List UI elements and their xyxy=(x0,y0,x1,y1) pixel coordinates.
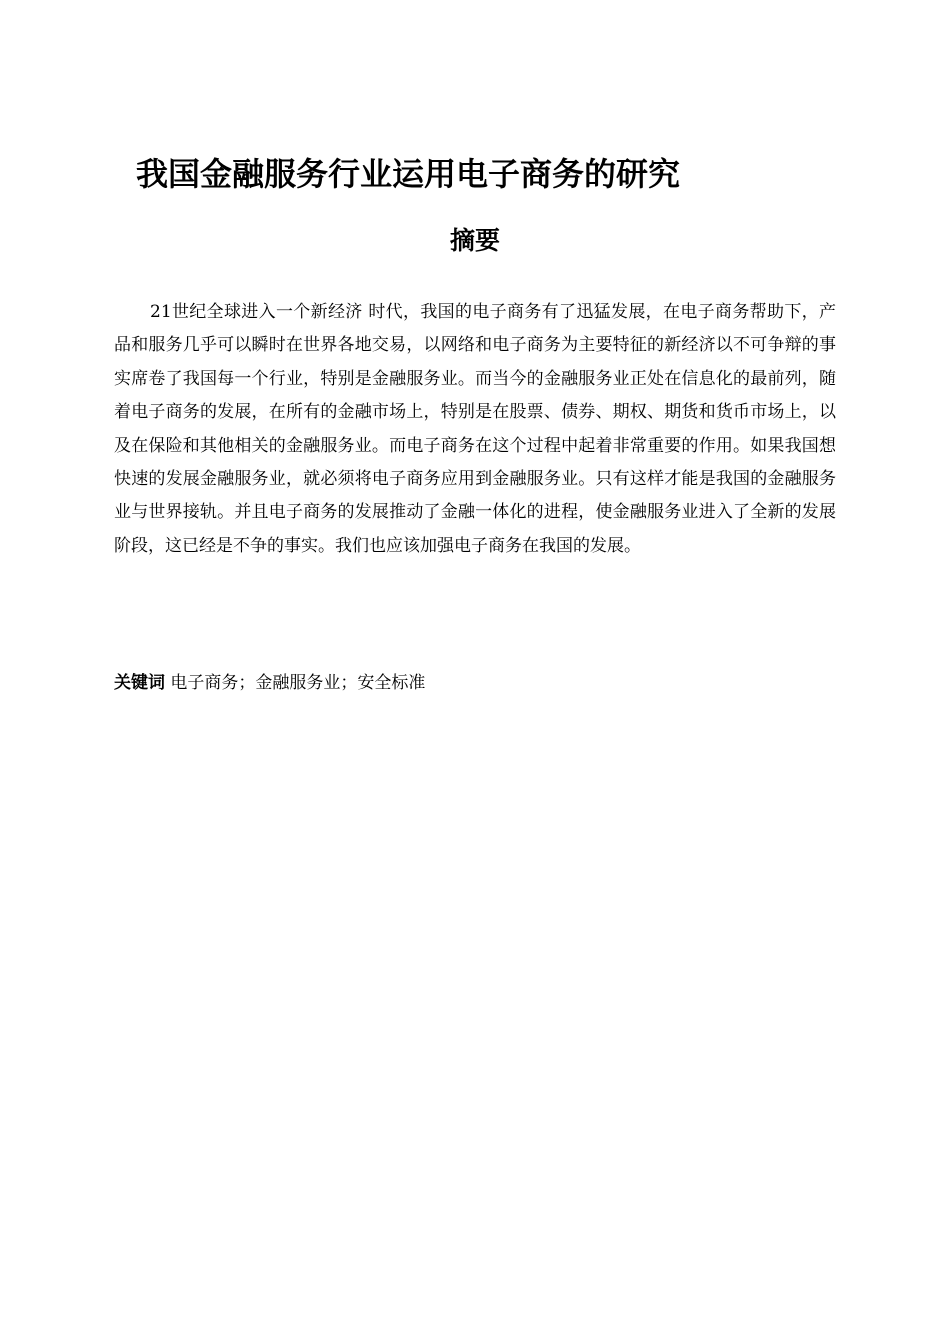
abstract-body: 21世纪全球进入一个新经济 时代，我国的电子商务有了迅猛发展，在电子商务帮助下，产品和服务几乎可以瞬时在世界各地交易，以网络和电子商务为主要特征的新经济以不可争辩的事实席卷了我国每一个行业，特别是金融服务业。而当今的金融服务业正处在信息化的最前列，随着电子商务的发展，在所有的金融市场上，特别是在股票、债券、期权、期货和货币市场上，以及在保险和其他相关的金融服务业。而电子商务在这个过程中起着非常重要的作用。如果我国想快速的发展金融服务业，就必须将电子商务应用到金融服务业。只有这样才能是我国的金融服务业与世界接轨。并且电子商务的发展推动了金融一体化的进程，使金融服务业进入了全新的发展阶段，这已经是不争的事实。我们也应该加强电子商务在我国的发展。 xyxy=(114,302,836,556)
abstract-heading: 摘要 xyxy=(449,226,500,255)
document-title: 我国金融服务行业运用电子商务的研究 xyxy=(136,155,681,193)
keywords-line xyxy=(114,668,836,698)
keywords-list: 电子商务；金融服务业；安全标准 xyxy=(165,673,426,693)
keywords-label: 关键词 xyxy=(114,673,165,693)
